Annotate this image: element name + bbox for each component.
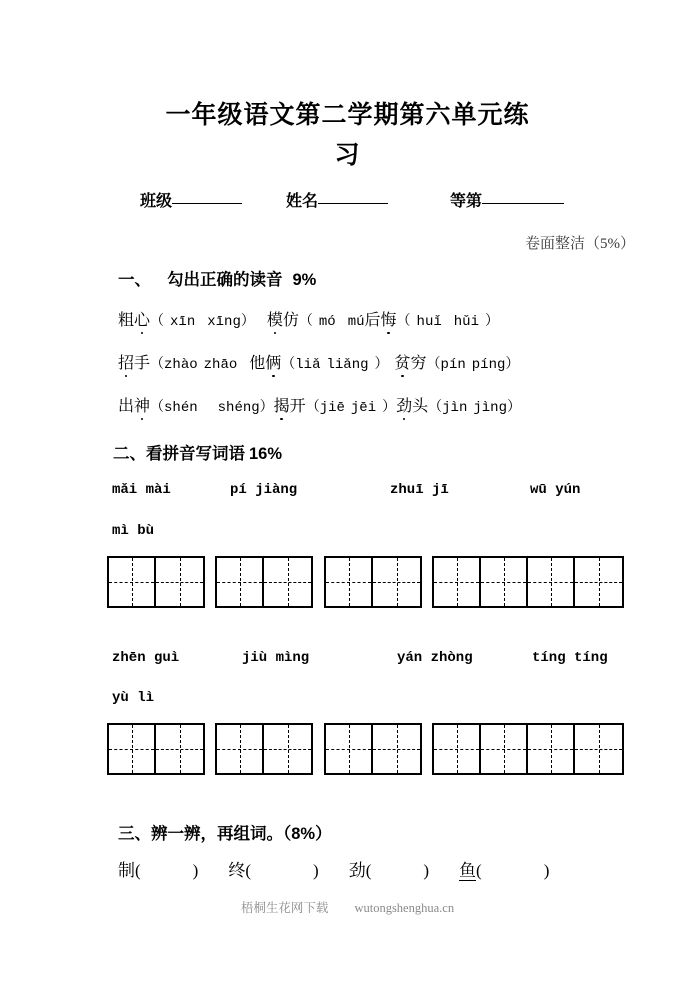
section-two-heading (113, 440, 282, 464)
writing-grid-3[interactable] (324, 556, 422, 608)
section-one-score: 9% (292, 271, 317, 289)
q1-open-2: （ (298, 314, 313, 330)
q3-option-2a[interactable]: jiē (319, 400, 345, 416)
grade-blank[interactable] (482, 203, 564, 204)
q1-word3-b: 悔 (381, 307, 397, 330)
q3-option-1a[interactable]: shén (164, 400, 198, 416)
q2-open-2: （ (281, 357, 296, 373)
question-line-1[interactable] (118, 307, 499, 330)
question-line-3[interactable] (118, 393, 521, 416)
q3-option-3a[interactable]: jìn (442, 400, 468, 416)
pinyin-2-4: tíng tíng (532, 650, 608, 666)
q2-close-2: ） (374, 357, 389, 373)
q1-option-2a[interactable]: mó (318, 314, 336, 330)
grid-cell[interactable] (217, 725, 264, 773)
pinyin-1-4: wū yún (530, 482, 581, 498)
zuci-char-1: 制 (118, 861, 135, 880)
q2-option-2b[interactable]: liǎng (326, 357, 369, 373)
zuci-close-2: ) (313, 861, 319, 880)
q2-word2-a: 他 (249, 355, 266, 372)
q3-word2-b: 开 (289, 398, 306, 415)
zuci-answer-line[interactable] (118, 856, 549, 881)
zuci-close-1: ) (192, 861, 199, 880)
neatness-note: 卷面整洁（5%） (525, 236, 635, 252)
q1-close-3: ） (484, 314, 499, 330)
writing-grid-4[interactable] (432, 556, 624, 608)
name-label: 姓名 (286, 193, 319, 210)
zuci-item-1[interactable] (118, 856, 198, 881)
q1-word2-a: 模 (267, 307, 283, 330)
grid-cell[interactable] (326, 725, 373, 773)
section-two-title: 看拼音写词语 (146, 445, 245, 463)
grid-cell[interactable] (373, 725, 420, 773)
pinyin-prompt-row-3 (112, 650, 608, 666)
zuci-item-3[interactable] (349, 856, 429, 881)
section-three-score: （8%） (283, 825, 332, 843)
q1-option-1b[interactable]: xīng (207, 314, 241, 330)
q3-word2-a: 揭 (274, 393, 290, 416)
q2-option-2a[interactable]: liǎ (295, 357, 321, 373)
zuci-open-3: ( (365, 861, 372, 880)
q1-option-2b[interactable]: mú (347, 314, 365, 330)
grid-cell[interactable] (575, 558, 622, 606)
pinyin-prompt-row-2 (112, 523, 154, 539)
pinyin-prompt-row-1 (112, 482, 580, 498)
q3-word1-a: 出 (118, 398, 135, 415)
q2-option-3a[interactable]: pín (440, 357, 466, 373)
zuci-open-2: ( (245, 861, 252, 880)
zuci-close-3: ) (423, 861, 430, 880)
grid-cell[interactable] (434, 558, 481, 606)
q1-option-3a[interactable]: huǐ (416, 314, 442, 330)
section-three-heading (118, 820, 332, 844)
grid-cell[interactable] (156, 725, 203, 773)
student-info-row (140, 188, 610, 211)
zuci-open-1: ( (135, 861, 141, 880)
name-blank[interactable] (318, 203, 388, 204)
pinyin-1-1: mǎi mài (112, 482, 171, 498)
grid-cell[interactable] (373, 558, 420, 606)
q1-word1-b: 心 (134, 307, 150, 330)
zuci-item-4[interactable] (459, 856, 549, 881)
pinyin-2-3: yán zhòng (397, 650, 473, 666)
zuci-char-3: 劲 (348, 861, 366, 880)
page-title-line2: 习 (334, 141, 361, 169)
footer-site-url: wutongshenghua.cn (354, 901, 455, 915)
q2-option-1b[interactable]: zhāo (203, 357, 238, 373)
grid-cell[interactable] (528, 725, 575, 773)
zuci-open-4: ( (476, 861, 482, 880)
name-field[interactable] (286, 188, 388, 211)
footer-site-name: 梧桐生花网下载 (240, 901, 329, 915)
grid-cell[interactable] (575, 725, 622, 773)
pinyin-prompt-row-4 (112, 690, 154, 706)
pinyin-2-2: jiù mìng (242, 650, 310, 666)
writing-grid-6[interactable] (215, 723, 313, 775)
section-two-score: 16% (249, 445, 283, 463)
section-three-title: 辨一辨，再组词。 (151, 825, 283, 843)
q1-open-1: （ (150, 314, 165, 330)
grid-cell[interactable] (264, 558, 311, 606)
q2-option-3b[interactable]: píng (471, 357, 506, 373)
q2-open-3: （ (426, 357, 441, 373)
zuci-close-4: ) (543, 861, 550, 880)
pinyin-1-2: pí jiàng (230, 482, 298, 498)
grid-cell[interactable] (217, 558, 264, 606)
grid-cell[interactable] (528, 558, 575, 606)
q2-word3-b: 穷 (410, 355, 427, 372)
q1-option-3b[interactable]: hǔi (453, 314, 479, 330)
q2-word3-a: 贫 (395, 350, 411, 373)
grid-cell[interactable] (109, 725, 156, 773)
section-three-number: 三、 (118, 825, 151, 843)
section-two-number: 二、 (113, 445, 146, 463)
section-one-title: 勾出正确的读音 (167, 271, 283, 289)
grid-cell[interactable] (434, 725, 481, 773)
q1-option-1a[interactable]: xīn (170, 314, 196, 330)
pinyin-2-1: zhēn guì (112, 650, 180, 666)
q3-option-2b[interactable]: jēi (350, 400, 377, 416)
q3-word3-b: 头 (412, 398, 429, 415)
footer-watermark (0, 898, 695, 916)
class-field[interactable] (140, 188, 242, 211)
q1-word1-a: 粗 (118, 312, 135, 329)
q3-open-3: （ (428, 400, 443, 416)
q2-word1-a: 招 (118, 350, 134, 373)
grid-cell[interactable] (109, 558, 156, 606)
q3-option-3b[interactable]: jìng (473, 400, 507, 416)
page-title-line1: 一年级语文第二学期第六单元练 (165, 101, 530, 129)
class-blank[interactable] (172, 203, 242, 204)
zuci-char-2: 终 (228, 861, 246, 880)
q2-word1-b: 手 (134, 355, 151, 372)
q1-open-3: （ (396, 314, 411, 330)
zuci-char-4: 鱼 (459, 861, 477, 880)
q3-open-1: （ (150, 400, 165, 416)
grade-label: 等第 (450, 193, 483, 210)
q3-option-1b[interactable]: shéng (217, 400, 260, 416)
q3-open-2: （ (305, 400, 320, 416)
grade-field[interactable] (450, 188, 564, 211)
grid-cell[interactable] (481, 558, 528, 606)
question-line-2[interactable] (118, 350, 519, 373)
pinyin-1-5: mì bù (112, 523, 155, 539)
pinyin-2-5: yù lì (112, 690, 155, 706)
writing-grid-1[interactable] (107, 556, 205, 608)
q2-word2-b: 俩 (265, 350, 281, 373)
q3-close-3: ） (506, 400, 521, 416)
section-one-number: 一、 (118, 271, 151, 289)
grid-cell[interactable] (264, 725, 311, 773)
q1-word3-a: 后 (364, 312, 381, 329)
writing-grid-7[interactable] (324, 723, 422, 775)
writing-grid-2[interactable] (215, 556, 313, 608)
class-label: 班级 (140, 193, 173, 210)
grid-cell[interactable] (326, 558, 373, 606)
grid-cell[interactable] (481, 725, 528, 773)
pinyin-1-3: zhuī jī (390, 482, 449, 498)
section-one-heading (118, 266, 316, 290)
writing-grid-8[interactable] (432, 723, 624, 775)
q1-close-1: ） (240, 314, 255, 330)
q1-word2-b: 仿 (282, 312, 299, 329)
q2-close-3: ） (505, 357, 520, 373)
grid-cell[interactable] (156, 558, 203, 606)
q3-close-1: ） (259, 400, 274, 416)
q3-close-2: ） (382, 400, 397, 416)
q2-open-1: （ (150, 357, 165, 373)
q2-option-1a[interactable]: zhào (164, 357, 198, 373)
q3-word1-b: 神 (134, 393, 150, 416)
zuci-item-2[interactable] (228, 856, 318, 881)
q3-word3-a: 劲 (396, 393, 412, 416)
writing-grid-5[interactable] (107, 723, 205, 775)
